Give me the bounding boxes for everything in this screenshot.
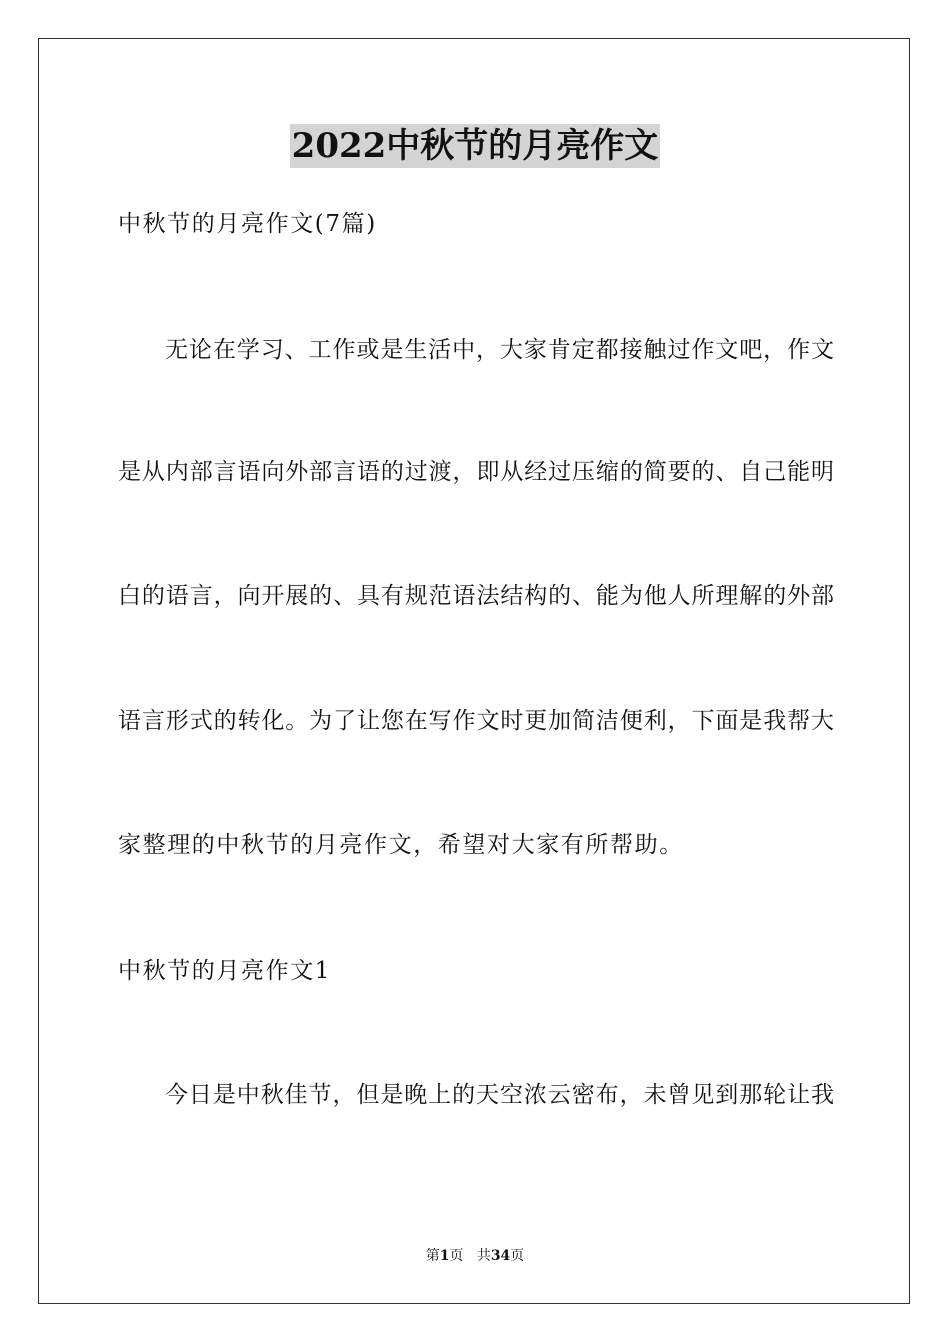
- intro-line-4: 语言形式的转化。为了让您在写作文时更加简洁便利，下面是我帮大: [118, 708, 834, 734]
- section-line-1: 今日是中秋佳节，但是晚上的天空浓云密布，未曾见到那轮让我: [165, 1082, 834, 1108]
- footer-page-prefix: 第: [425, 1248, 440, 1264]
- title-container: [0, 124, 950, 168]
- footer-page-number: 1: [439, 1248, 450, 1264]
- page-footer: [0, 1246, 950, 1266]
- intro-line-3: 白的语言，向开展的、具有规范语法结构的、能为他人所理解的外部: [118, 583, 834, 609]
- intro-line-2: 是从内部言语向外部言语的过渡，即从经过压缩的简要的、自己能明: [118, 459, 834, 485]
- footer-total-prefix: 共: [476, 1248, 491, 1264]
- footer-total-suffix: 页: [510, 1248, 525, 1264]
- intro-line-1: 无论在学习、工作或是生活中，大家肯定都接触过作文吧，作文: [165, 337, 834, 363]
- section-heading: 中秋节的月亮作文1: [118, 958, 332, 984]
- intro-line-5: 家整理的中秋节的月亮作文，希望对大家有所帮助。: [118, 832, 684, 858]
- footer-total-pages: 34: [490, 1248, 511, 1264]
- footer-page-suffix: 页: [449, 1248, 464, 1264]
- document-title: 2022中秋节的月亮作文: [291, 126, 659, 166]
- document-subtitle: 中秋节的月亮作文(7篇): [118, 211, 377, 237]
